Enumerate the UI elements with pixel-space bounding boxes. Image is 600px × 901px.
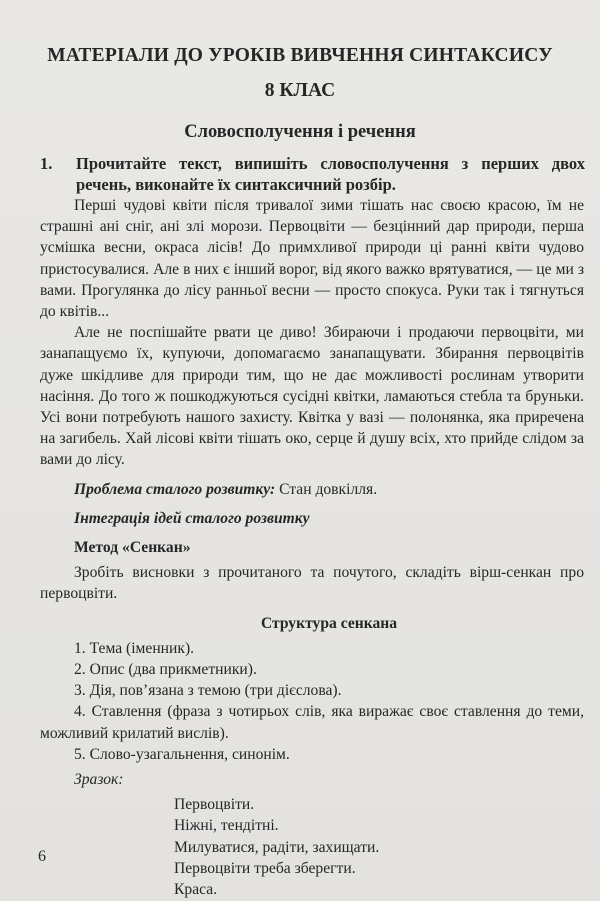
problem-line [40, 479, 584, 500]
structure-item: 5. Слово-узагальнення, синонім. [74, 745, 290, 763]
poem-line: Краса. [174, 881, 218, 899]
example-label: Зразок: [74, 771, 124, 789]
example-poem [40, 794, 584, 900]
section-title: Словосполучення і речення [184, 122, 416, 142]
problem-value: Стан довкілля. [275, 480, 378, 498]
method-title: Метод «Сенкан» [74, 539, 191, 557]
class-label: 8 КЛАС [264, 80, 336, 101]
text-paragraph-1: Перші чудові квіти після тривалої зими тішать нас своєю красою, їм не страшні ані сніг, ані злі морози. Первоцвіти — безцінний дар природи, перша усмішка весни, окраса лісів! До примхливої природи ці ранні квіти чудово пристосувалися. Але в них є інший ворог, від якого важко врятуватися, — це ми з вами. Прогулянка до лісу ранньої весни — просто спокуса. Руки так і тягнуться до квітів... [40, 197, 584, 321]
structure-item: 1. Тема (іменник). [74, 639, 195, 657]
method-instruction: Зробіть висновки з прочитаного та почутого, складіть вірш-сенкан про первоцвіти. [40, 564, 584, 603]
poem-line: Первоцвіти. [174, 796, 255, 814]
chapter-title: МАТЕРІАЛИ ДО УРОКІВ ВИВЧЕННЯ СИНТАКСИСУ [47, 45, 553, 66]
poem-line: Первоцвіти треба зберегти. [174, 859, 356, 877]
integration-heading: Інтеграція ідей сталого розвитку [74, 509, 310, 527]
poem-line: Милуватися, радіти, захищати. [174, 838, 380, 856]
structure-title: Структура сенкана [260, 614, 398, 632]
task-number: 1. [40, 154, 53, 173]
structure-item: 4. Ставлення (фраза з чотирьох слів, яка виражає своє ставлення до теми, можливий крилатий вислів). [40, 703, 584, 742]
poem-line: Ніжні, тендітні. [174, 817, 279, 835]
task-instruction: Прочитайте текст, випишіть словосполучення з перших двох речень, виконайте їх синтаксичний розбір. [76, 154, 585, 194]
page-number: 6 [38, 848, 46, 865]
text-paragraph-2: Але не поспішайте рвати це диво! Збираючи і продаючи первоцвіти, ми занапащуємо їх, купуючи, допомагаємо занапащувати. Збирання первоцвітів дуже шкідливе для природи тим, що не дає можливості рослинам утворити насіння. До того ж пошкоджуються сусідні квітки, ламаються стебла та бруньки. Усі вони потребують нашого захисту. Квітка у вазі — полонянка, яка приречена на загибель. Хай лісові квіти тішать око, серце й душу всіх, хто прийде слідом за вами до лісу. [40, 324, 584, 469]
structure-item: 3. Дія, пов’язана з темою (три дієслова). [74, 682, 342, 700]
page-body [40, 195, 584, 900]
task-1 [40, 153, 585, 195]
problem-label: Проблема сталого розвитку: [74, 480, 276, 498]
structure-item: 2. Опис (два прикметники). [74, 661, 257, 679]
